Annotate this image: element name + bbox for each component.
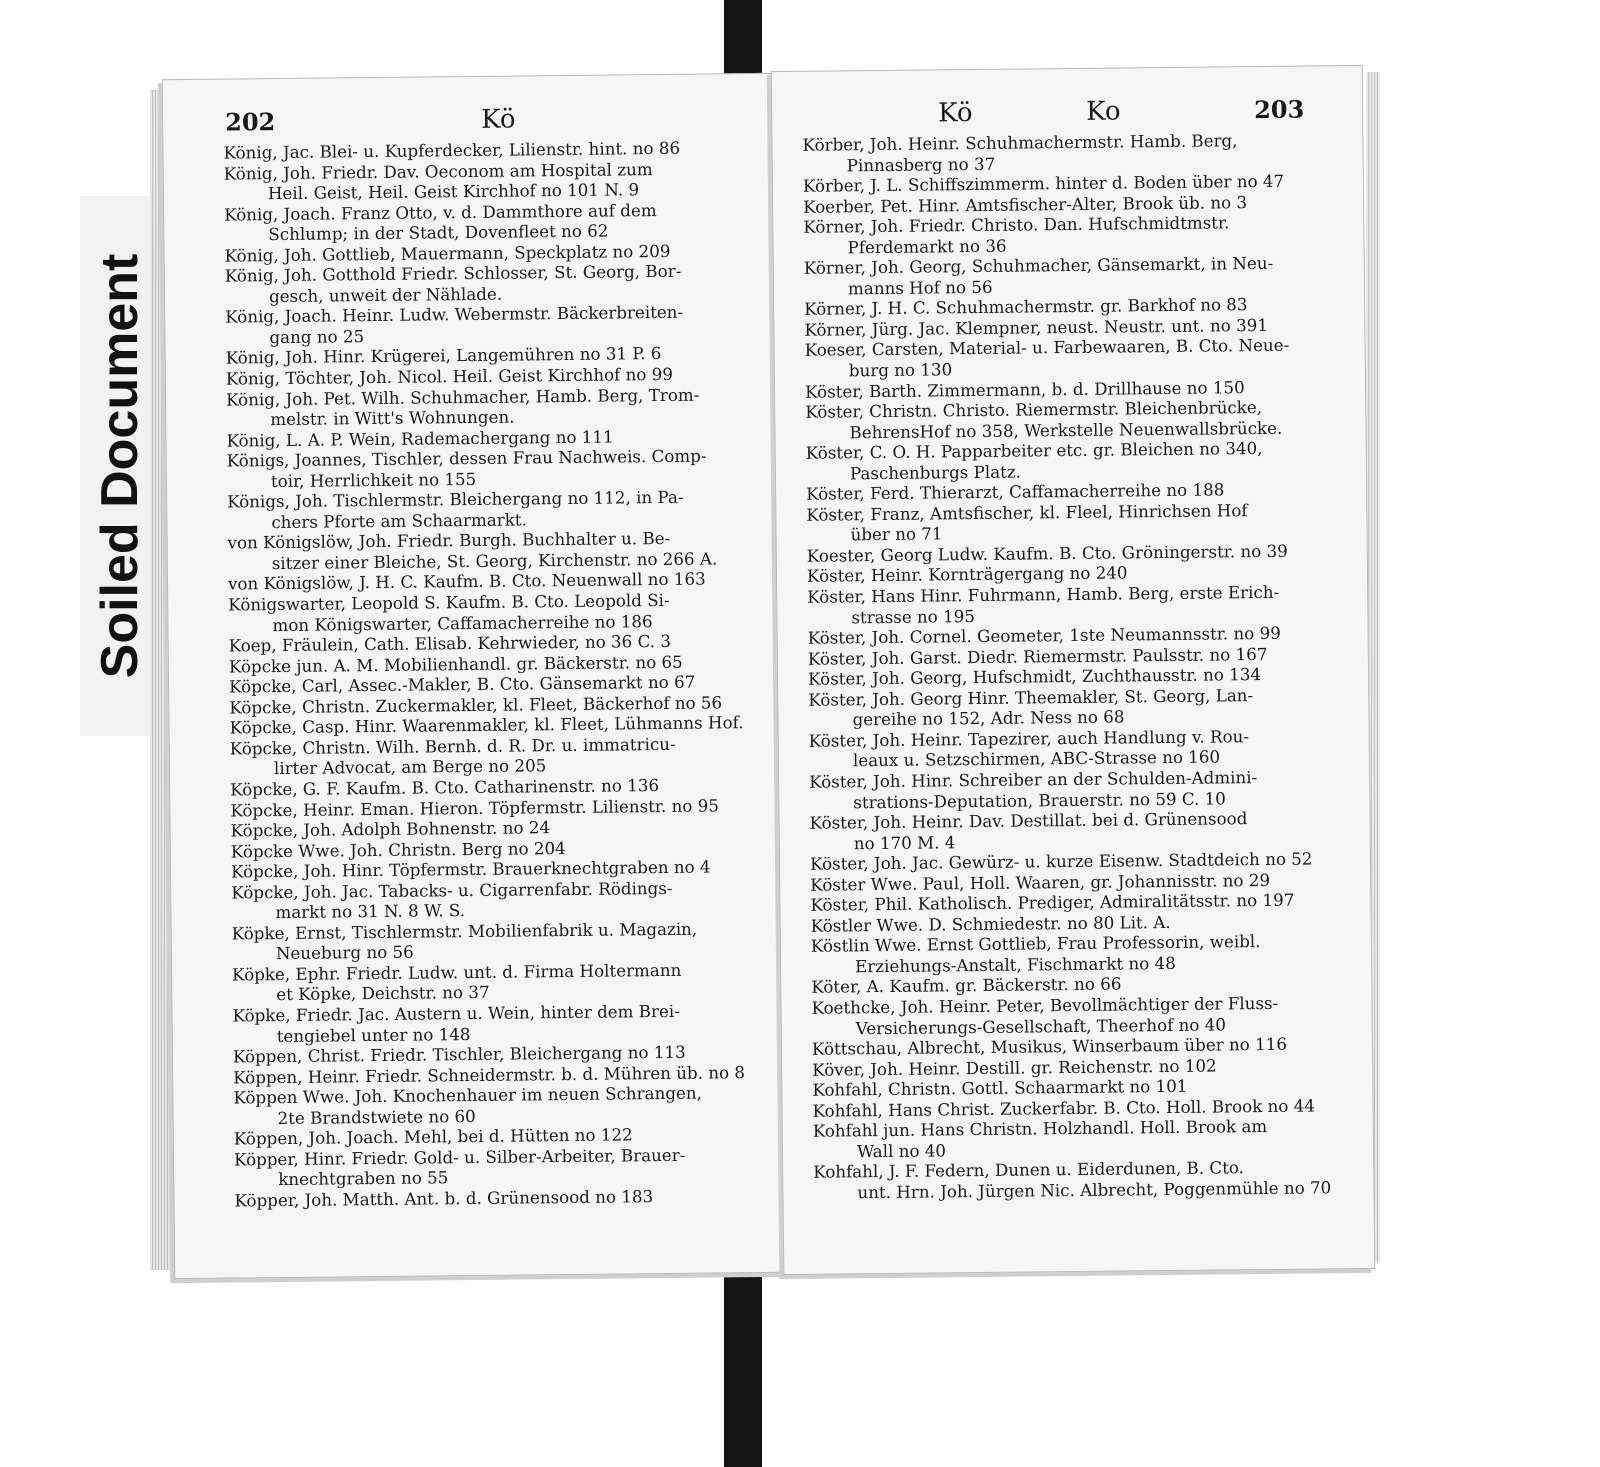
entry-line: Koeser, Carsten, Material- u. Farbewaaren, B. Cto. Neue- bbox=[804, 335, 1290, 361]
directory-entry bbox=[802, 129, 1332, 176]
entry-line: Köpcke, Joh. Adolph Bohnenstr. no 24 bbox=[230, 817, 551, 841]
entry-line: König, Joh. Gotthold Friedr. Schlosser, St. Georg, Bor- bbox=[224, 261, 682, 286]
entry-line: Köpcke, Christn. Wilh. Bernh. d. R. Dr. u. immatricu- bbox=[229, 733, 676, 759]
entry-line: König, Joach. Franz Otto, v. d. Dammthore auf dem bbox=[224, 199, 657, 225]
right-page bbox=[771, 65, 1376, 1275]
entry-line: Köster, Franz, Amtsfischer, kl. Fleel, Hinrichsen Hof bbox=[806, 500, 1248, 525]
entry-line: Köppen, Heinr. Friedr. Schneidermstr. b. d. Mühren üb. no 8 bbox=[233, 1061, 746, 1088]
entry-line: Köster, Hans Hinr. Fuhrmann, Hamb. Berg, erste Erich- bbox=[807, 581, 1280, 607]
entry-continuation-line: no 170 M. 4 bbox=[853, 831, 956, 853]
entry-line: Körner, Joh. Friedr. Christo. Dan. Hufschmidtmstr. bbox=[803, 212, 1230, 237]
directory-entry bbox=[807, 581, 1337, 628]
running-head-secondary: Ko bbox=[1085, 96, 1121, 127]
entry-continuation-line: strations-Deputation, Brauerstr. no 59 C. 10 bbox=[853, 787, 1226, 812]
directory-entry bbox=[232, 959, 759, 1006]
directory-entry bbox=[225, 260, 752, 307]
directory-entry bbox=[228, 589, 755, 636]
entry-line: Köster, Joh. Heinr. Tapezirer, auch Handlung v. Rou- bbox=[808, 726, 1250, 751]
entry-line: König, L. A. P. Wein, Rademachergang no 111 bbox=[226, 426, 614, 451]
entry-line: Koep, Fräulein, Cath. Elisab. Kehrwieder, no 36 C. 3 bbox=[228, 631, 672, 656]
entry-line: Köppen, Christ. Friedr. Tischler, Bleichergang no 113 bbox=[232, 1041, 686, 1067]
directory-entry bbox=[806, 499, 1336, 546]
directory-entry bbox=[813, 1115, 1343, 1162]
entry-line: Köster, Joh. Heinr. Dav. Destillat. bei d. Grünensood bbox=[809, 808, 1248, 833]
entry-line: Körner, Jürg. Jac. Klempner, neust. Neustr. unt. no 391 bbox=[804, 314, 1269, 340]
directory-entry bbox=[233, 1082, 760, 1129]
entry-line: Köpcke Wwe. Joh. Christn. Berg no 204 bbox=[230, 837, 566, 862]
directory-entry bbox=[231, 877, 758, 924]
directory-entry bbox=[224, 199, 751, 246]
entry-continuation-line: Paschenburgs Platz. bbox=[849, 461, 1022, 484]
entry-continuation-line: unt. Hrn. Joh. Jürgen Nic. Albrecht, Poggenmühle no 70 bbox=[857, 1177, 1332, 1203]
entry-line: Köpcke, G. F. Kaufm. B. Cto. Catharinenstr. no 136 bbox=[230, 775, 660, 800]
running-head: Kö bbox=[481, 104, 516, 135]
directory-entry bbox=[808, 684, 1338, 731]
entry-line: Köpcke, Carl, Assec.-Makler, B. Cto. Gänsemarkt no 67 bbox=[228, 671, 696, 697]
entry-line: Köster, Ferd. Thierarzt, Caffamacherreihe no 188 bbox=[806, 479, 1225, 505]
directory-entry bbox=[227, 445, 754, 492]
entry-line: Köster, Joh. Georg Hinr. Theemakler, St. Georg, Lan- bbox=[808, 684, 1254, 710]
entry-continuation-line: melstr. in Witt's Wohnungen. bbox=[270, 406, 515, 430]
entry-line: Köstlin Wwe. Ernst Gottlieb, Frau Professorin, weibl. bbox=[810, 931, 1261, 957]
entry-line: Kohfahl jun. Hans Christn. Holzhandl. Holl. Brook am bbox=[812, 1116, 1268, 1141]
entry-continuation-line: knechtgraben no 55 bbox=[278, 1167, 449, 1190]
entry-continuation-line: lirter Advocat, am Berge no 205 bbox=[273, 755, 547, 779]
directory-entry bbox=[232, 918, 759, 965]
directory-entry bbox=[806, 437, 1336, 484]
entry-line: König, Joh. Gottlieb, Mauermann, Speckplatz no 209 bbox=[224, 240, 671, 266]
entry-line: Koerber, Pet. Hinr. Amtsfischer-Alter, Brook üb. no 3 bbox=[803, 191, 1248, 217]
directory-entry bbox=[809, 725, 1339, 772]
entry-continuation-line: leaux u. Setzschirmen, ABC-Strasse no 160 bbox=[852, 746, 1221, 771]
entry-continuation-line: toir, Herrlichkeit no 155 bbox=[270, 468, 477, 491]
entry-line: Köster, Joh. Jac. Gewürz- u. kurze Eisenw. Stadtdeich no 52 bbox=[809, 848, 1313, 874]
entry-line: Körber, J. L. Schiffszimmerm. hinter d. Boden über no 47 bbox=[802, 170, 1285, 196]
condition-label: Soiled Document bbox=[91, 253, 149, 679]
entry-continuation-line: Erziehungs-Anstalt, Fischmarkt no 48 bbox=[854, 952, 1176, 977]
entry-line: Koethcke, Joh. Heinr. Peter, Bevollmächtiger der Fluss- bbox=[811, 992, 1279, 1018]
directory-entry bbox=[809, 766, 1339, 813]
directory-entry bbox=[803, 211, 1333, 258]
entry-line: Königs, Joh. Tischlermstr. Bleichergang no 112, in Pa- bbox=[227, 487, 684, 512]
page-number: 202 bbox=[225, 107, 276, 137]
binding-spine-top bbox=[724, 0, 762, 78]
entry-line: Köpcke, Casp. Hinr. Waarenmakler, kl. Fleet, Lühmanns Hof. bbox=[229, 712, 744, 738]
entry-line: Köster, Christn. Christo. Riemermstr. Bleichenbrücke, bbox=[805, 397, 1263, 422]
entry-continuation-line: strasse no 195 bbox=[851, 605, 975, 627]
page-number: 203 bbox=[1253, 94, 1305, 125]
directory-entry bbox=[804, 253, 1334, 300]
directory-entry bbox=[813, 1157, 1343, 1204]
entry-line: Körber, Joh. Heinr. Schuhmachermstr. Hamb. Berg, bbox=[802, 130, 1238, 155]
entry-continuation-line: chers Pforte am Schaarmarkt. bbox=[271, 509, 527, 532]
directory-entry bbox=[811, 992, 1341, 1039]
entry-continuation-line: Wall no 40 bbox=[856, 1140, 947, 1162]
entry-line: Köpper, Hinr. Friedr. Gold- u. Silber-Arbeiter, Brauer- bbox=[233, 1144, 686, 1170]
entry-line: Köpcke, Heinr. Eman. Hieron. Töpfermstr. Lilienstr. no 95 bbox=[230, 794, 720, 821]
entry-line: Köster, Phil. Katholisch. Prediger, Admiralitätsstr. no 197 bbox=[810, 889, 1295, 915]
entry-line: Köver, Joh. Heinr. Destill. gr. Reichenstr. no 102 bbox=[812, 1055, 1217, 1080]
entry-line: König, Joh. Friedr. Dav. Oeconom am Hospital zum bbox=[223, 158, 653, 184]
entry-line: Köpcke jun. A. M. Mobilienhandl. gr. Bäckerstr. no 65 bbox=[228, 651, 683, 677]
entry-line: König, Töchter, Joh. Nicol. Heil. Geist Kirchhof no 99 bbox=[225, 363, 674, 389]
entry-line: Königs, Joannes, Tischler, dessen Frau Nachweis. Comp- bbox=[226, 445, 707, 471]
entry-continuation-line: gang no 25 bbox=[269, 326, 365, 348]
entry-continuation-line: Pinnasberg no 37 bbox=[846, 153, 996, 175]
entry-continuation-line: Heil. Geist, Heil. Geist Kirchhof no 101 N. 9 bbox=[267, 179, 640, 204]
entry-line: Köster, Joh. Georg, Hufschmidt, Zuchthausstr. no 134 bbox=[807, 664, 1262, 689]
entry-continuation-line: gesch, unweit der Nählade. bbox=[268, 283, 503, 306]
directory-entry bbox=[226, 384, 753, 431]
entry-line: von Königslöw, Joh. Friedr. Burgh. Buchhalter u. Be- bbox=[227, 528, 671, 553]
entry-line: König, Joach. Heinr. Ludw. Webermstr. Bäckerbreiten- bbox=[225, 302, 684, 327]
entry-continuation-line: mon Königswarter, Caffamacherreihe no 186 bbox=[272, 610, 653, 635]
entry-line: Königswarter, Leopold S. Kaufm. B. Cto. Leopold Si- bbox=[228, 589, 670, 615]
entry-line: König, Joh. Hinr. Krügerei, Langemühren no 31 P. 6 bbox=[225, 343, 662, 369]
entry-continuation-line: sitzer einer Bleiche, St. Georg, Kirchenstr. no 266 A. bbox=[271, 548, 718, 574]
entry-line: Köppen, Joh. Joach. Mehl, bei d. Hütten no 122 bbox=[233, 1124, 633, 1149]
entry-continuation-line: BehrensHof no 358, Werkstelle Neuenwallsbrücke. bbox=[849, 417, 1283, 442]
entry-continuation-line: Pferdemarkt no 36 bbox=[847, 235, 1007, 258]
entry-line: Köster, Barth. Zimmermann, b. d. Drillhause no 150 bbox=[804, 376, 1245, 402]
entry-line: Koester, Georg Ludw. Kaufm. B. Cto. Gröningerstr. no 39 bbox=[806, 540, 1288, 566]
entry-continuation-line: tengiebel unter no 148 bbox=[276, 1023, 471, 1046]
entry-line: Körner, Joh. Georg, Schuhmacher, Gänsemarkt, in Neu- bbox=[803, 253, 1274, 279]
entry-continuation-line: 2te Brandstwiete no 60 bbox=[277, 1105, 476, 1128]
entry-line: Köpcke, Christn. Zuckermakler, kl. Fleet, Bäckerhof no 56 bbox=[229, 692, 723, 718]
directory-entry bbox=[227, 527, 754, 574]
directory-entry bbox=[230, 733, 757, 780]
directory-entry bbox=[811, 931, 1341, 978]
entry-continuation-line: markt no 31 N. 8 W. S. bbox=[275, 900, 466, 923]
entry-continuation-line: Schlump; in der Stadt, Dovenfleet no 62 bbox=[268, 220, 609, 245]
directory-entry bbox=[234, 1185, 761, 1211]
entry-line: Köpke, Ernst, Tischlermstr. Mobilienfabrik u. Magazin, bbox=[231, 918, 698, 944]
entry-line: Köppen Wwe. Joh. Knochenhauer im neuen Schrangen, bbox=[233, 1082, 703, 1108]
directory-entry bbox=[809, 807, 1339, 854]
entry-continuation-line: et Köpke, Deichstr. no 37 bbox=[276, 982, 490, 1005]
entry-continuation-line: Versicherungs-Gesellschaft, Theerhof no 40 bbox=[855, 1013, 1227, 1038]
entry-line: Köter, A. Kaufm. gr. Bäckerstr. no 66 bbox=[811, 973, 1122, 998]
entry-continuation-line: gereihe no 152, Adr. Ness no 68 bbox=[852, 706, 1125, 730]
directory-entry bbox=[232, 1000, 759, 1047]
entry-continuation-line: über no 71 bbox=[850, 523, 943, 545]
entry-continuation-line: Neueburg no 56 bbox=[275, 941, 414, 964]
entry-continuation-line: burg no 130 bbox=[848, 359, 953, 381]
entry-line: Köstler Wwe. D. Schmiedestr. no 80 Lit. A. bbox=[810, 911, 1171, 936]
left-page bbox=[162, 73, 784, 1279]
entry-line: König, Jac. Blei- u. Kupferdecker, Lilienstr. hint. no 86 bbox=[223, 137, 681, 163]
directory-entry bbox=[225, 301, 752, 348]
entry-line: Kohfahl, Christn. Gottl. Schaarmarkt no 101 bbox=[812, 1075, 1188, 1100]
binding-spine-bottom bbox=[724, 1272, 762, 1467]
entry-line: Kohfahl, J. F. Federn, Dunen u. Eiderdunen, B. Cto. bbox=[813, 1157, 1245, 1183]
entry-line: König, Joh. Pet. Wilh. Schuhmacher, Hamb. Berg, Trom- bbox=[225, 384, 700, 410]
directory-entry bbox=[805, 396, 1335, 443]
entry-line: Köpcke, Joh. Jac. Tabacks- u. Cigarrenfabr. Rödings- bbox=[231, 877, 673, 903]
entry-line: Köster Wwe. Paul, Holl. Waaren, gr. Johannisstr. no 29 bbox=[810, 869, 1271, 895]
entry-line: Köster, Joh. Cornel. Geometer, 1ste Neumannsstr. no 99 bbox=[807, 622, 1281, 648]
entry-line: Köpke, Friedr. Jac. Austern u. Wein, hinter dem Brei- bbox=[232, 1000, 680, 1026]
directory-entry bbox=[805, 335, 1335, 382]
directory-entries-right bbox=[802, 129, 1343, 1203]
entry-line: Köpke, Ephr. Friedr. Ludw. unt. d. Firma Holtermann bbox=[232, 959, 682, 985]
entry-line: Köpper, Joh. Matth. Ant. b. d. Grünensood no 183 bbox=[234, 1186, 654, 1211]
entry-line: von Königslöw, J. H. C. Kaufm. B. Cto. Neuenwall no 163 bbox=[227, 569, 706, 595]
entry-continuation-line: manns Hof no 56 bbox=[847, 276, 993, 299]
entry-line: Köster, C. O. H. Papparbeiter etc. gr. Bleichen no 340, bbox=[805, 438, 1263, 463]
entry-line: Köster, Heinr. Kornträgergang no 240 bbox=[806, 562, 1128, 587]
directory-entry bbox=[234, 1144, 761, 1191]
directory-entries-left bbox=[223, 137, 761, 1211]
entry-line: Köster, Joh. Garst. Diedr. Riemermstr. Paulsstr. no 167 bbox=[807, 643, 1268, 669]
directory-entry bbox=[224, 158, 751, 205]
entry-line: Köpcke, Joh. Hinr. Töpfermstr. Brauerknechtgraben no 4 bbox=[230, 856, 711, 882]
entry-line: Köttschau, Albrecht, Musikus, Winserbaum über no 116 bbox=[811, 1033, 1287, 1059]
entry-line: Kohfahl, Hans Christ. Zuckerfabr. B. Cto. Holl. Brook no 44 bbox=[812, 1095, 1316, 1121]
running-head: Kö bbox=[938, 98, 973, 129]
entry-line: Köster, Joh. Hinr. Schreiber an der Schulden-Admini- bbox=[809, 767, 1258, 792]
directory-entry bbox=[227, 486, 754, 533]
entry-line: Körner, J. H. C. Schuhmachermstr. gr. Barkhof no 83 bbox=[804, 294, 1248, 320]
